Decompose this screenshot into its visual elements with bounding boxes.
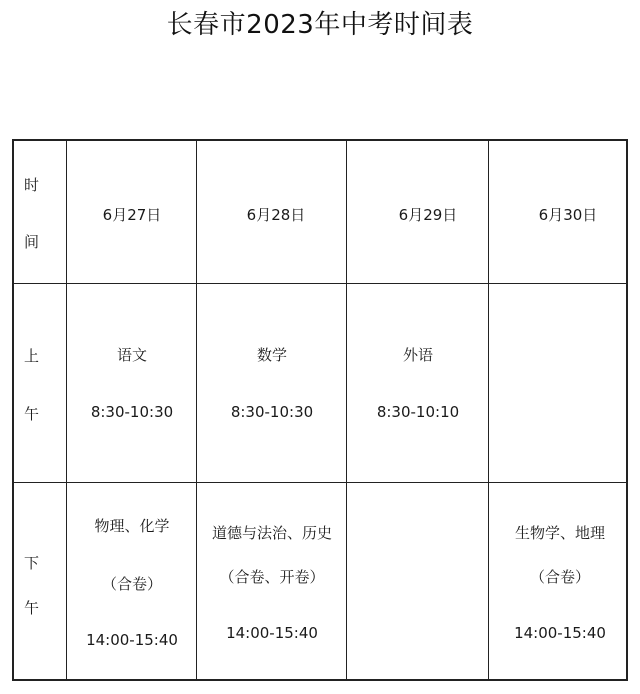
morning-subject-3: 外语: [402, 346, 434, 364]
afternoon-note-4: （合卷）: [529, 568, 591, 586]
date-header-4: 6月30日: [538, 206, 598, 224]
column-divider: [66, 141, 67, 679]
afternoon-subject-1: 物理、化学: [94, 517, 170, 535]
morning-subject-1: 语文: [116, 346, 148, 364]
afternoon-label-bottom: 午: [24, 599, 40, 617]
morning-time-1: 8:30-10:30: [90, 403, 174, 421]
morning-time-2: 8:30-10:30: [230, 403, 314, 421]
afternoon-time-1: 14:00-15:40: [86, 631, 178, 649]
morning-subject-2: 数学: [256, 346, 288, 364]
afternoon-note-1: （合卷）: [101, 575, 163, 593]
morning-time-3: 8:30-10:10: [376, 403, 460, 421]
morning-label-top: 上: [24, 347, 40, 365]
afternoon-label-top: 下: [24, 554, 40, 572]
column-divider: [488, 141, 489, 679]
schedule-table: [12, 139, 628, 681]
row-divider: [14, 482, 626, 483]
afternoon-time-4: 14:00-15:40: [514, 624, 606, 642]
column-divider: [196, 141, 197, 679]
row-divider: [14, 283, 626, 284]
date-header-3: 6月29日: [398, 206, 458, 224]
time-label-top: 时: [24, 176, 40, 194]
column-divider: [346, 141, 347, 679]
time-label-bottom: 间: [24, 233, 40, 251]
afternoon-subject-4: 生物学、地理: [514, 524, 606, 542]
afternoon-time-2: 14:00-15:40: [226, 624, 318, 642]
morning-label-bottom: 午: [24, 405, 40, 423]
afternoon-subject-2: 道德与法治、历史: [211, 524, 333, 542]
date-header-1: 6月27日: [102, 206, 162, 224]
page-title: 长春市2023年中考时间表: [166, 10, 474, 40]
date-header-2: 6月28日: [246, 206, 306, 224]
afternoon-note-2: （合卷、开卷）: [219, 568, 325, 586]
